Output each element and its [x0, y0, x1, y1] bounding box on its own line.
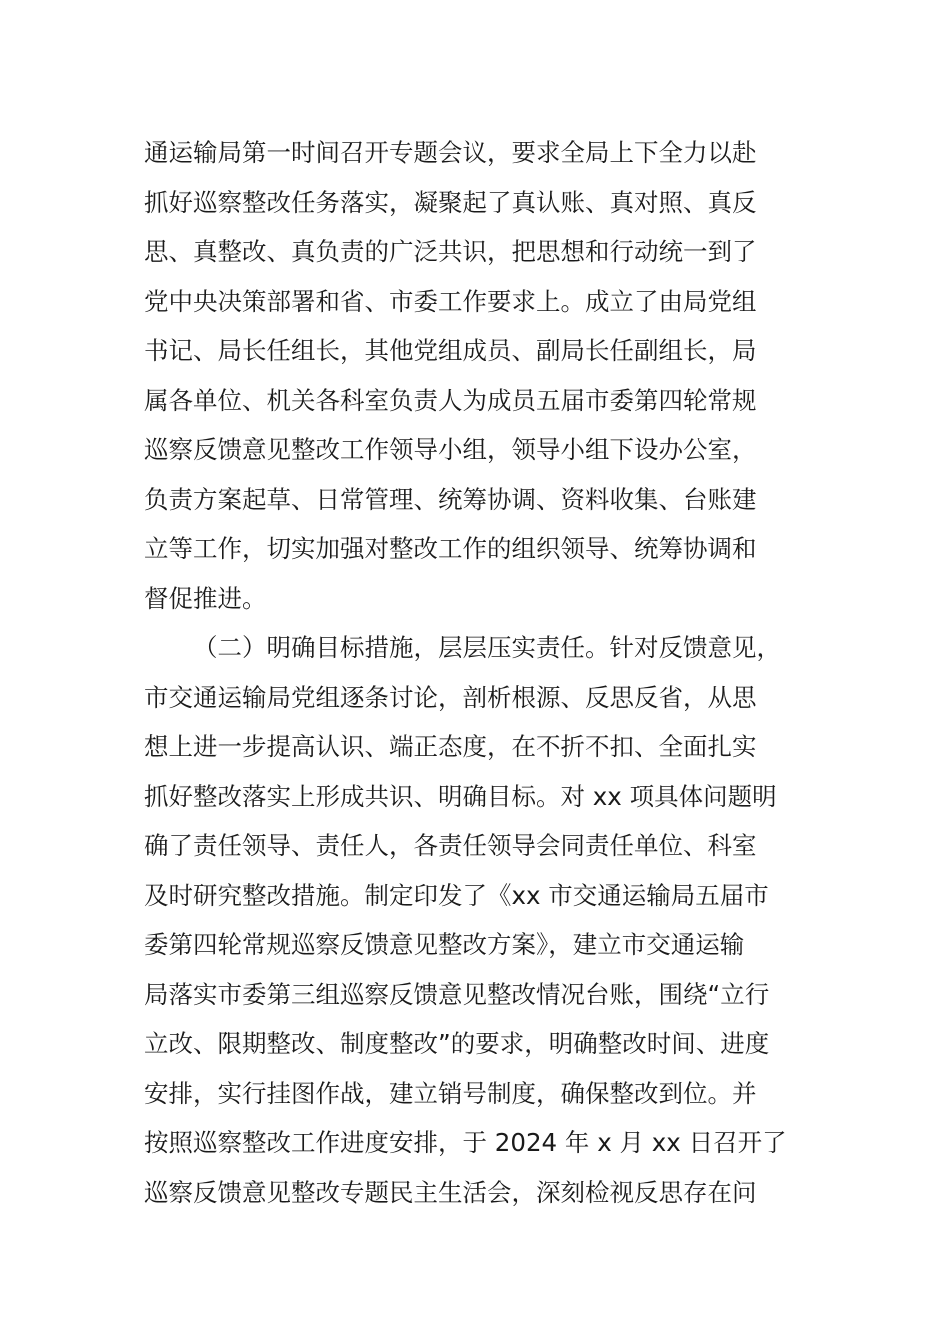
text-line: 党中央决策部署和省、市委工作要求上。成立了由局党组 — [144, 286, 757, 316]
text-line: 思、真整改、真负责的广泛共识，把思想和行动统一到了 — [144, 237, 757, 266]
text-line: 通运输局第一时间召开专题会议，要求全局上下全力以赴 — [144, 138, 757, 167]
text-line: 立改、限期整改、制度整改”的要求，明确整改时间、进度 — [144, 1029, 770, 1058]
text-line: 委第四轮常规巡察反馈意见整改方案》，建立市交通运输 — [144, 930, 745, 959]
text-line: 属各单位、机关各科室负责人为成员五届市委第四轮常规 — [144, 385, 757, 415]
text-line: 安排，实行挂图作战，建立销号制度，确保整改到位。并 — [144, 1078, 757, 1108]
text-line: 书记、局长任组长，其他党组成员、副局长任副组长，局 — [144, 336, 757, 365]
text-line: 确了责任领导、责任人，各责任领导会同责任单位、科室 — [144, 831, 757, 860]
text-line: 市交通运输局党组逐条讨论，剖析根源、反思反省，从思 — [144, 682, 757, 712]
text-line: 抓好巡察整改任务落实，凝聚起了真认账、真对照、真反 — [144, 187, 757, 217]
text-line: 想上进一步提高认识、端正态度，在不折不扣、全面扎实 — [144, 732, 757, 761]
text-line: 局落实市委第三组巡察反馈意见整改情况台账，围绕“立行 — [144, 979, 770, 1009]
body-text — [144, 128, 809, 1217]
text-line: 负责方案起草、日常管理、统筹协调、资料收集、台账建 — [144, 484, 757, 514]
section-heading-line: （二）明确目标措施，层层压实责任。针对反馈意见， — [193, 633, 781, 662]
text-line: 立等工作，切实加强对整改工作的组织领导、统筹协调和 — [144, 534, 757, 563]
text-line: 及时研究整改措施。制定印发了《xx 市交通运输局五届市 — [144, 880, 769, 910]
text-line: 抓好整改落实上形成共识、明确目标。对 xx 项具体问题明 — [144, 781, 777, 811]
text-line: 按照巡察整改工作进度安排，于 2024 年 x 月 xx 日召开了 — [144, 1128, 787, 1157]
text-line: 巡察反馈意见整改工作领导小组，领导小组下设办公室， — [144, 435, 757, 464]
text-line: 督促推进。 — [144, 583, 267, 613]
text-line: 巡察反馈意见整改专题民主生活会，深刻检视反思存在问 — [144, 1177, 757, 1207]
